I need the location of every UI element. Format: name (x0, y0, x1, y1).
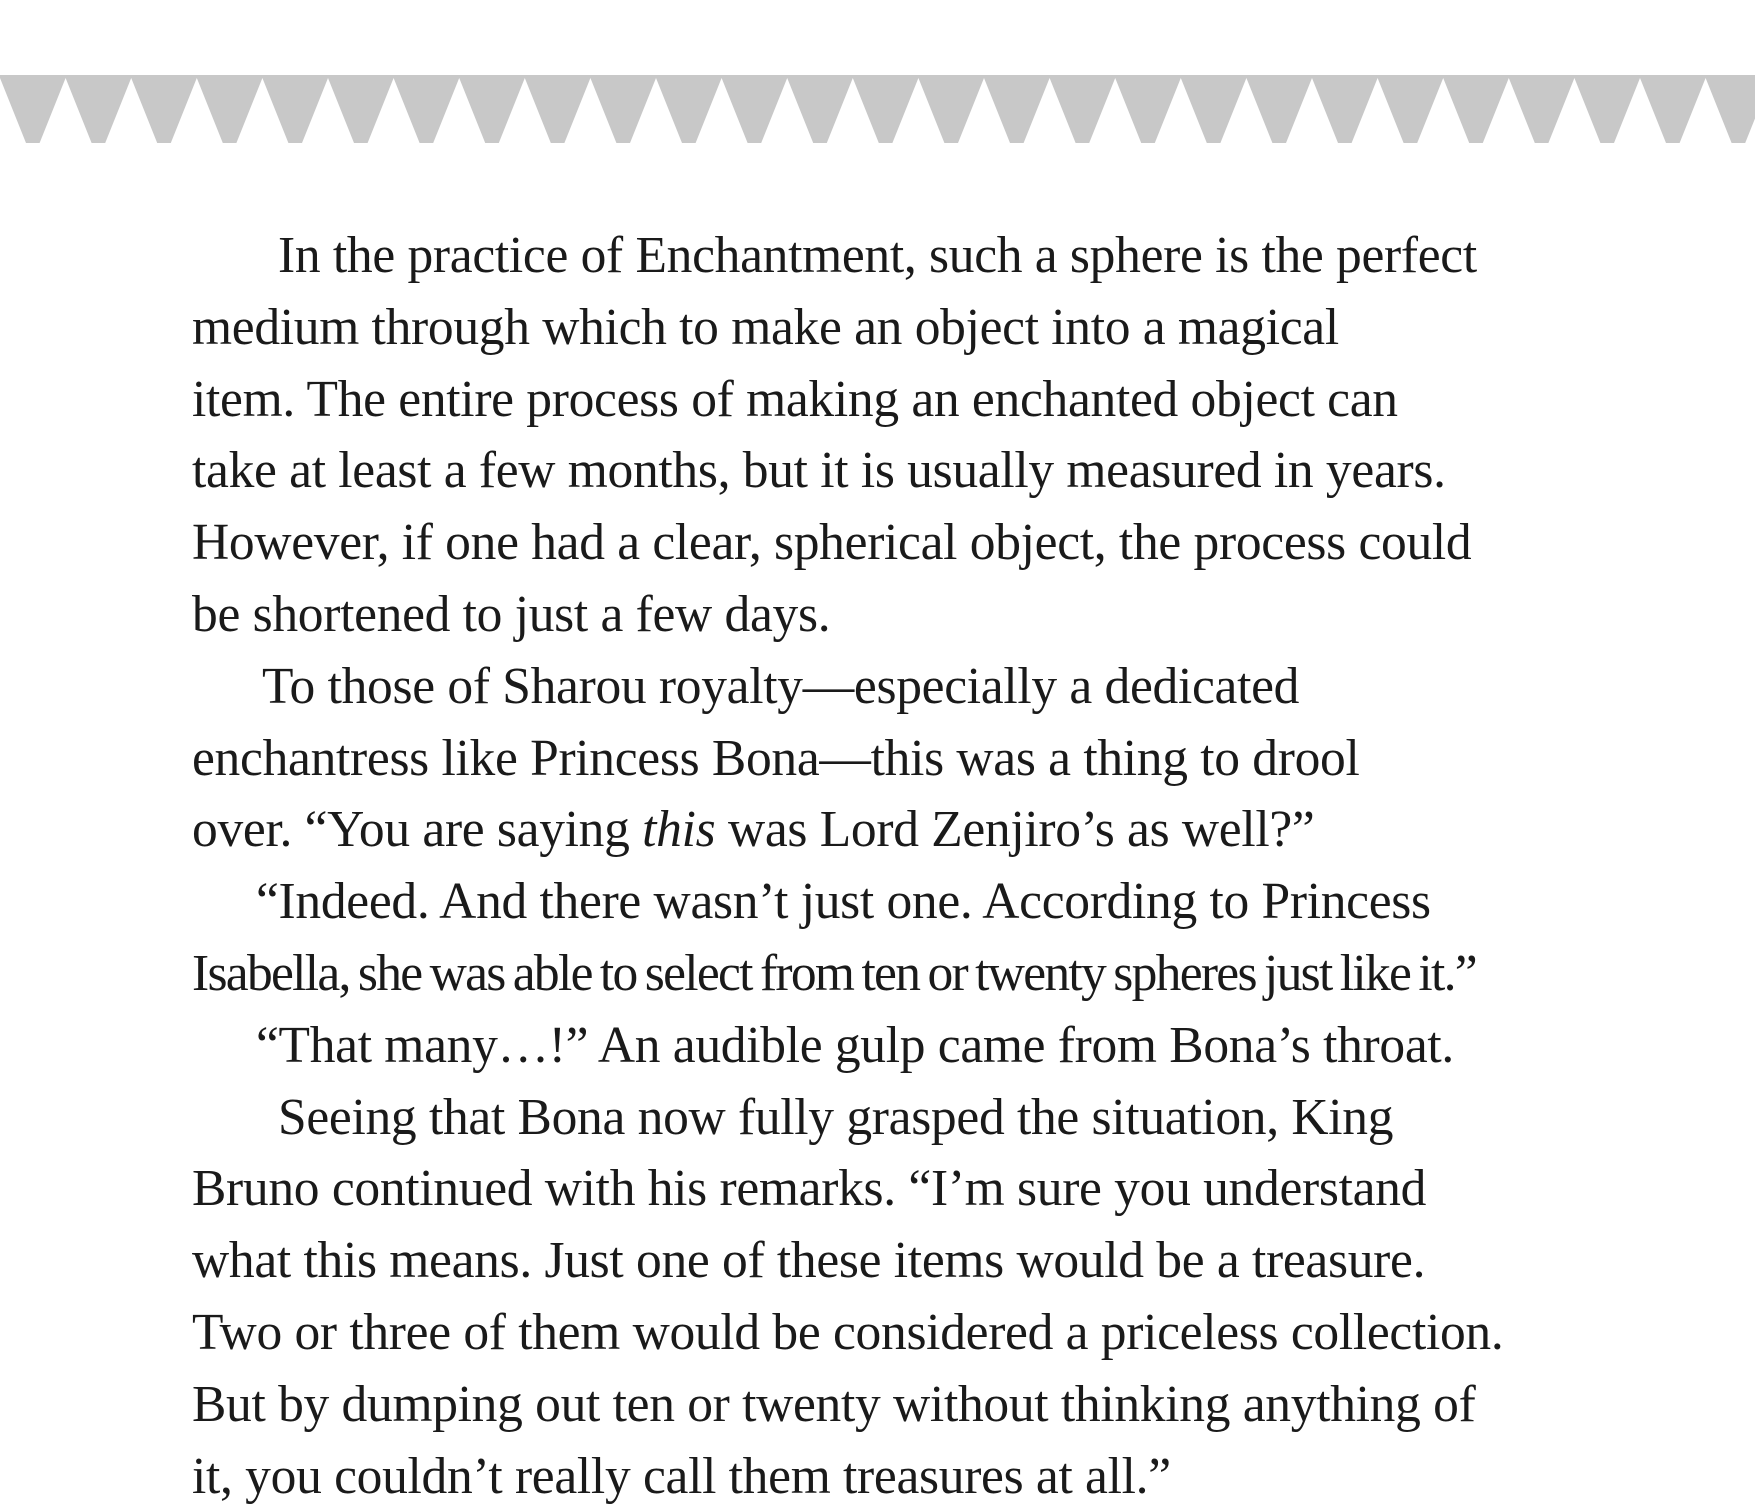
text-line: item. The entire process of making an enchanted object can (192, 370, 1398, 428)
body-text (192, 220, 1612, 1512)
text-segment: over. “You are saying (192, 801, 643, 859)
text-line: But by dumping out ten or twenty without thinking anything of (192, 1375, 1476, 1433)
paragraph-1 (192, 220, 1612, 651)
triangle-pattern-icon (0, 75, 1755, 143)
text-line: “Indeed. And there wasn’t just one. According to Princess (256, 873, 1431, 931)
text-line: be shortened to just a few days. (192, 585, 831, 643)
text-line: it, you couldn’t really call them treasures at all.” (192, 1447, 1171, 1505)
text-line: medium through which to make an object into a magical (192, 298, 1339, 356)
italic-word: this (642, 801, 716, 859)
text-line: Bruno continued with his remarks. “I’m sure you understand (192, 1160, 1427, 1218)
paragraph-3 (192, 866, 1612, 1010)
text-line: “That many…!” An audible gulp came from Bona’s throat. (256, 1016, 1454, 1074)
text-line: In the practice of Enchantment, such a sphere is the perfect (278, 227, 1477, 284)
text-line: However, if one had a clear, spherical object, the process could (192, 514, 1472, 572)
paragraph-2 (192, 651, 1612, 866)
decorative-triangle-banner (0, 75, 1755, 143)
text-line: take at least a few months, but it is usually measured in years. (192, 442, 1446, 500)
text-line: what this means. Just one of these items would be a treasure. (192, 1232, 1426, 1290)
text-line: Two or three of them would be considered a priceless collection. (192, 1303, 1504, 1361)
text-line-with-italic (192, 794, 1612, 866)
text-line: Seeing that Bona now fully grasped the situation, King (278, 1088, 1394, 1146)
paragraph-5 (192, 1082, 1612, 1512)
text-line: enchantress like Princess Bona—this was a thing to drool (192, 729, 1360, 787)
text-line: Isabella, she was able to select from ten or twenty spheres just like it.” (192, 944, 1476, 1002)
text-segment: was Lord Zenjiro’s as well?” (715, 801, 1315, 859)
text-line: To those of Sharou royalty—especially a dedicated (262, 657, 1300, 715)
paragraph-4 (192, 1010, 1612, 1082)
